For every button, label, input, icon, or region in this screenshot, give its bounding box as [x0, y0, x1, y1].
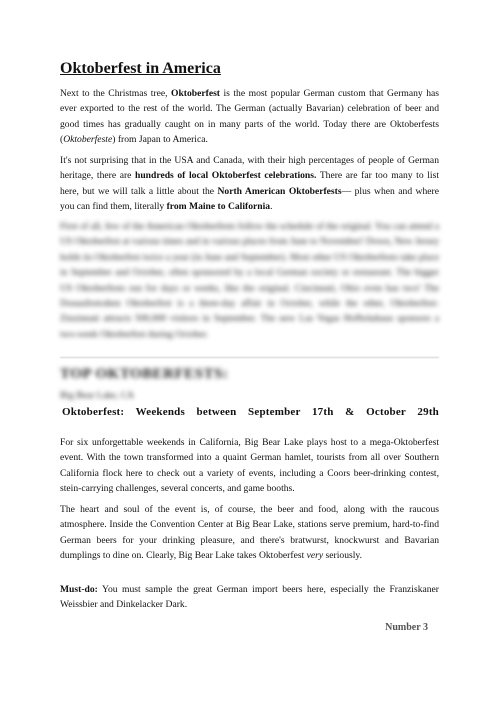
- text-run: .: [270, 201, 273, 213]
- festival-dates-line: Oktoberfest: Weekends between September 17th & October 29th: [62, 406, 439, 418]
- page-number-footer: Number 3: [385, 622, 428, 633]
- text-run: seriously.: [323, 550, 362, 562]
- heritage-paragraph: [60, 153, 439, 215]
- italic-run: Oktoberfeste: [63, 134, 113, 146]
- bold-run: Oktoberfest: [170, 88, 221, 99]
- blurred-location-subheading: Big Bear Lake, CA: [60, 390, 135, 401]
- text-run: The heart and soul of the event is, of course, the beer and food, along with the raucous atmosphere. Inside the Convention Center at Big Bear Lake, stations serve premium, hard-to-find German beers for your drinking pleasure, and there's bratwurst, knockwurst and Bavarian dumplings to dine on. Clearly, Big Bear Lake takes Oktoberfest: [60, 504, 439, 562]
- bold-run: Must-do:: [60, 584, 98, 595]
- blurred-section-heading: TOP OKTOBERFESTS:: [60, 366, 229, 382]
- text-run: is the most popular German custom that Germany has ever exported to the rest of the world. The German (actually Bavarian) celebration of beer and good times has gradually caught on in many parts of the world. Today there are Oktoberfests (: [60, 88, 440, 146]
- big-bear-paragraph: For six unforgettable weekends in California, Big Bear Lake plays host to a mega-Oktoberfest event. With the town transformed into a quaint German hamlet, tourists from all over Southern California flock here to check out a variety of events, including a Coors beer-drinking contest, stein-carrying challenges, several concerts, and game booths.: [60, 437, 439, 495]
- blurred-paragraph: First of all, few of the American Oktoberfests follow the schedule of the original. You can attend a US Oktoberfest at various times and in various places from June to November! Down, New Jersey holds its Oktoberfest twice a year (in June and September). Most other US Oktoberfests take place in September and October, often sponsored by a local German society or restaurant. The bigger US Oktoberfests run for days or weeks, like the original. Cincinnati, Ohio even has two! The Donaufestrahen Oktoberfest is a three-day affair in October, while the other, Oktoberfest-Zinzinnati attracts 500,000 visitors in September. The new Las Vegas Hofbräuhaus sponsors a two-week Oktoberfest during October.: [60, 221, 439, 340]
- text-run: You must sample the great German import beers here, especially the Franziskaner Weissbier and Dinkelacker Dark.: [60, 584, 439, 611]
- bold-run: North American Oktoberfests: [217, 185, 342, 197]
- bold-run: hundreds of local Oktoberfest celebrations.: [135, 170, 317, 182]
- page-title: Oktoberfest in America: [60, 60, 221, 77]
- bold-run: from Maine to California: [166, 201, 271, 213]
- italic-run: very: [306, 550, 324, 562]
- food-beer-paragraph: [60, 502, 439, 564]
- text-run: There are far too many to list here, but we will talk a little about the: [60, 170, 439, 197]
- text-run: ) from Japan to America.: [112, 134, 208, 146]
- blurred-divider: [60, 357, 439, 358]
- must-do-paragraph: [60, 582, 439, 613]
- text-run: It's not surprising that in the USA and Canada, with their high percentages of people of German heritage, there are: [60, 155, 439, 182]
- text-run: — plus when and where you can find them, literally: [60, 185, 439, 213]
- intro-paragraph: [60, 86, 439, 148]
- text-run: Next to the Christmas tree,: [60, 88, 171, 99]
